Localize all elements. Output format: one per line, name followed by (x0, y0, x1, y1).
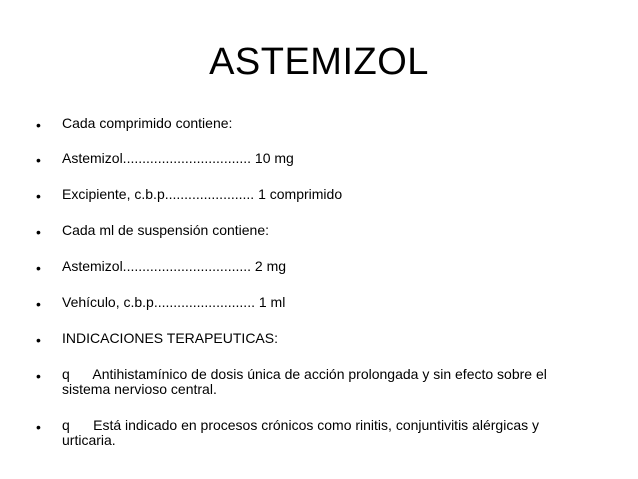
bullet-text: Vehículo, c.b.p.......................... 1 ml (62, 294, 286, 310)
bullet-text: INDICACIONES TERAPEUTICAS: (62, 330, 279, 346)
bullet-text: q Antihistamínico de dosis única de acción prolongada y sin efecto sobre el sistema nervioso central. (62, 366, 551, 397)
bullet-dot-icon: • (36, 152, 41, 168)
bullet-dot-icon: • (36, 117, 41, 133)
bullet-text: Cada ml de suspensión contiene: (62, 222, 270, 238)
bullet-text: Excipiente, c.b.p....................... 1 comprimido (62, 186, 343, 202)
bullet-dot-icon: • (36, 419, 41, 435)
bullet-text: Astemizol................................. 10 mg (62, 150, 294, 166)
bullet-dot-icon: • (36, 260, 41, 276)
slide-title: ASTEMIZOL (209, 41, 429, 83)
bullet-dot-icon: • (36, 368, 41, 384)
bullet-dot-icon: • (36, 296, 41, 312)
bullet-dot-icon: • (36, 332, 41, 348)
bullet-text: q Está indicado en procesos crónicos como rinitis, conjuntivitis alérgicas y urticaria. (62, 417, 543, 448)
bullet-dot-icon: • (36, 224, 41, 240)
bullet-text: Astemizol................................. 2 mg (62, 258, 287, 274)
bullet-text: Cada comprimido contiene: (62, 115, 233, 131)
bullet-dot-icon: • (36, 188, 41, 204)
